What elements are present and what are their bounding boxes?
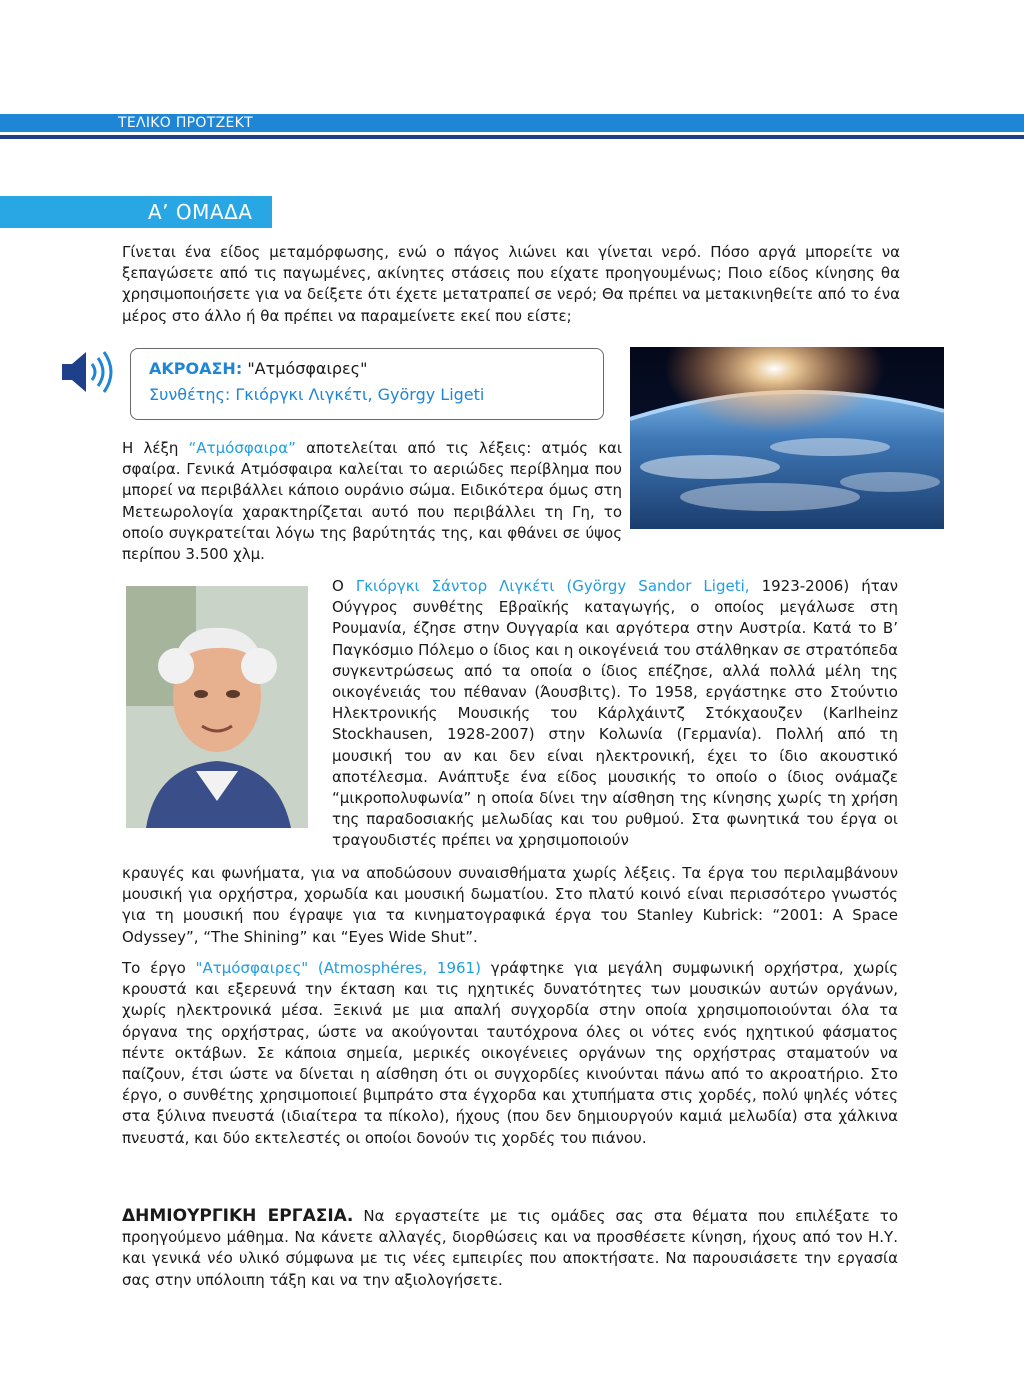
creative-text: Να εργαστείτε με τις ομάδες σας στα θέματα που επιλέξατε το προηγούμενο μάθημα. Να κάνετε αλλαγές, διορθώσεις και να προσθέσετε κίνηση, ήχους από τον Η.Υ. και γενικά νέο υλικό σύμφωνα με τις νέες εμπειρίες που αποκτήσατε. Να παρουσιάσετε την εργασία σας στην υπόλοιπη τάξη και να την αξιολογήσετε.	[122, 1207, 898, 1289]
team-label: Α’ ΟΜΑΔΑ	[148, 200, 253, 224]
ligeti-bio-continuation: κραυγές και φωνήματα, για να αποδώσουν συναισθήματα χωρίς λέξεις. Τα έργα του περιλαμβάνουν μουσική για ορχήστρα, χορωδία και μουσική δωματίου. Στο πλατύ κοινό είναι περισσότερο γνωστός για τη μουσική που έγραψε για τα κινηματογραφικά έργα του Stanley Kubrick: “2001: A Space Odyssey”, “The Shining” και “Eyes Wide Shut”.	[122, 864, 898, 946]
work-pre: Το έργο	[122, 959, 196, 977]
ligeti-name: Γκιόργκι Σάντορ Λιγκέτι (György Sandor Ligeti,	[355, 577, 750, 595]
atmosphere-text: αποτελείται από τις λέξεις: ατμός και σφαίρα. Γενικά Ατμόσφαιρα καλείται το αεριώδες περίβλημα που μπορεί να περιβάλλει κάποιο ουράνιο σώμα. Ειδικότερα όμως στη Μετεωρολογία χαρακτηρίζεται αυτό που περιβάλλει τη Γη, το οποίο συγκρατείται λόγω της βαρύτητάς της, και φθάνει σε ύψος περίπου 3.500 χλμ.	[122, 439, 622, 564]
header-title: ΤΕΛΙΚΟ ΠΡΟΤΖΕΚΤ	[118, 115, 253, 131]
work-paragraph	[122, 958, 898, 1149]
atmosphere-paragraph	[122, 438, 622, 565]
listening-composer: Συνθέτης: Γκιόργκι Λιγκέτι, György Ligeti	[149, 385, 485, 404]
atmosphere-term: “Ατμόσφαιρα”	[188, 439, 296, 457]
work-text: γράφτηκε για μεγάλη συμφωνική ορχήστρα, χωρίς κρουστά και εξερευνά την έκταση και τις ηχητικές δυνατότητες των μουσικών αυτών οργάνων, χωρίς ηλεκτρονικά μέσα. Ξεκινά με μια απαλή συγχορδία στην οποία χρησιμοποιούνται όλα τα όργανα της ορχήστρας, ώστε να ακούγονται ταυτόχρονα όλες οι νότες ενός ηχητικού φάσματος πέντε οκτάβων. Σε κάποια σημεία, μερικές οικογένειες οργάνων της ορχήστρας σταματούν να παίζουν, έτσι ώστε να δίνεται η αίσθηση ότι οι συγχορδίες κινούνται πάνω από το ακροατήριο. Στο έργο, ο συνθέτης χρησιμοποιεί βιμπράτο στα έγχορδα και χτυπήματα στις χορδές, πολύ ψηλές νότες στα ξύλινα πνευστά (ιδιαίτερα τα πίκολο), ήχους (που δεν δημιουργούν καμιά μελωδία) στα χάλκινα πνευστά, και δύο εκτελεστές οι οποίοι δονούν τις χορδές του πιάνου.	[122, 959, 899, 1147]
earth-atmosphere-photo	[630, 347, 944, 529]
creative-label: ΔΗΜΙΟΥΡΓΙΚΗ ΕΡΓΑΣΙΑ.	[122, 1206, 354, 1226]
ligeti-bio-paragraph	[332, 576, 898, 852]
ligeti-pre: Ο	[332, 577, 356, 595]
intro-paragraph: Γίνεται ένα είδος μεταμόρφωσης, ενώ ο πάγος λιώνει και γίνεται νερό. Πόσο αργά μπορείτε να ξεπαγώσετε από τις παγωμένες, ακίνητες στάσεις που είχατε προηγουμένως; Ποιο είδος κίνησης θα χρησιμοποιήσετε για να δείξετε ότι έχετε μετατραπεί σε νερό; Θα πρέπει να μετακινηθείτε από το ένα μέρος στο άλλο ή θα πρέπει να παραμείνετε εκεί που είστε;	[122, 243, 900, 325]
listening-work: "Ατμόσφαιρες"	[247, 359, 368, 378]
creative-task-paragraph	[122, 1206, 898, 1291]
listening-line	[149, 359, 367, 378]
speaker-icon	[60, 346, 120, 398]
work-title: "Ατμόσφαιρες" (Atmosphéres, 1961)	[195, 959, 481, 977]
atmosphere-pre: Η λέξη	[122, 439, 189, 457]
header-rule	[0, 135, 1024, 139]
ligeti-portrait-photo	[126, 586, 308, 828]
listening-label: ΑΚΡΟΑΣΗ:	[149, 359, 243, 378]
ligeti-text: 1923-2006) ήταν Ούγγρος συνθέτης Εβραϊκής καταγωγής, ο οποίος μεγάλωσε στη Ρουμανία, έζησε στην Ουγγαρία και αργότερα στην Αυστρία. Κατά το Β’ Παγκόσμιο Πόλεμο ο ίδιος και η οικογένειά του στάλθηκαν σε στρατόπεδα συγκεντρώσεως από τα οποία ο ίδιος επέζησε, αλλά πολλά μέλη της οικογένειάς του πέθαναν (Άουσβιτς). Το 1958, εργάστηκε στο Στούντιο Ηλεκτρονικής Μουσικής του Κάρλχάιντζ Στόκχαουζεν (Karlheinz Stockhausen, 1928-2007) στην Κολωνία (Γερμανία). Πολλή από τη μουσική του αν και δεν είναι ηλεκτρονική, έχει το ίδιο ακουστικό αποτέλεσμα. Ανάπτυξε ένα είδος μουσικής το οποίο ο ίδιος ονάμαζε “μικροπολυφωνία” η οποία δίνει την αίσθηση της κίνησης χωρίς τη χρήση της παραδοσιακής μελωδίας και του ρυθμού. Στα φωνητικά του έργα οι τραγουδιστές πρέπει να χρησιμοποιούν	[332, 577, 899, 850]
listening-box	[130, 348, 604, 420]
team-tab	[0, 196, 272, 228]
